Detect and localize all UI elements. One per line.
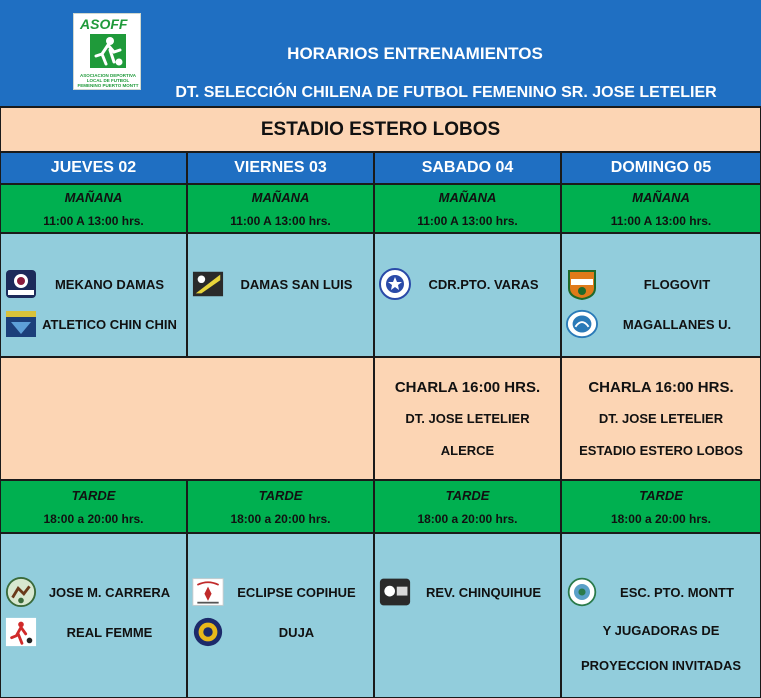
session-label: MAÑANA	[64, 189, 123, 205]
afternoon-session-sabado	[374, 480, 561, 533]
esc-pto-montt-badge-icon	[566, 576, 598, 608]
session-time: 11:00 A 13:00 hrs.	[230, 213, 331, 228]
team-name: REAL FEMME	[66, 624, 153, 640]
session-time: 18:00 a 20:00 hrs.	[417, 511, 518, 526]
team-name: ECLIPSE COPIHUE	[237, 584, 356, 600]
morning-teams-domingo	[561, 233, 761, 357]
soccer-player-icon	[88, 32, 128, 70]
morning-teams-row	[0, 233, 761, 357]
morning-session-domingo	[561, 184, 761, 233]
afternoon-session-domingo	[561, 480, 761, 533]
team-name: ESC. PTO. MONTT	[620, 584, 734, 600]
flogovit-badge-icon	[566, 268, 598, 300]
logo-subtext: ASOCIACION DEPORTIVA LOCAL DE FUTBOL FEMENINO PUERTO MONTT	[77, 73, 139, 88]
afternoon-teams-jueves	[0, 533, 187, 698]
afternoon-teams-domingo	[561, 533, 761, 698]
team-name: JOSE M. CARRERA	[48, 584, 171, 600]
session-label: TARDE	[639, 487, 683, 503]
morning-teams-sabado	[374, 233, 561, 357]
talk-speaker: DT. JOSE LETELIER	[405, 411, 530, 426]
session-time: 18:00 a 20:00 hrs.	[43, 511, 144, 526]
morning-teams-jueves	[0, 233, 187, 357]
day-jueves: JUEVES 02	[0, 152, 187, 184]
team-name: FLOGOVIT	[643, 276, 711, 292]
afternoon-teams-row	[0, 533, 761, 698]
session-time: 18:00 a 20:00 hrs.	[610, 511, 712, 526]
team-entry	[188, 612, 373, 652]
team-name: CDR.PTO. VARAS	[428, 276, 539, 292]
talk-title: CHARLA 16:00 HRS.	[588, 379, 734, 396]
san-luis-badge-icon	[192, 268, 224, 300]
talks-row	[0, 357, 761, 480]
team-entry	[1, 612, 186, 652]
morning-session-jueves	[0, 184, 187, 233]
team-entry	[1, 304, 186, 344]
team-entry	[562, 572, 760, 612]
invited-players-line1: Y JUGADORAS DE	[602, 623, 720, 638]
session-time: 11:00 A 13:00 hrs.	[43, 213, 144, 228]
session-time: 18:00 a 20:00 hrs.	[230, 511, 331, 526]
venue-title: ESTADIO ESTERO LOBOS	[0, 107, 761, 152]
morning-teams-viernes	[187, 233, 374, 357]
morning-session-viernes	[187, 184, 374, 233]
afternoon-teams-sabado	[374, 533, 561, 698]
atletico-badge-icon	[5, 308, 37, 340]
session-label: MAÑANA	[251, 189, 310, 205]
morning-session-row	[0, 184, 761, 233]
session-label: TARDE	[71, 487, 116, 503]
cdr-pto-varas-badge-icon	[379, 268, 411, 300]
morning-session-sabado	[374, 184, 561, 233]
afternoon-session-jueves	[0, 480, 187, 533]
days-row	[0, 152, 761, 184]
team-name: MEKANO DAMAS	[54, 276, 165, 292]
afternoon-session-row	[0, 480, 761, 533]
talk-sabado	[374, 357, 561, 480]
talk-title: CHARLA 16:00 HRS.	[394, 379, 541, 396]
talk-place: ALERCE	[440, 443, 495, 458]
day-viernes: VIERNES 03	[187, 152, 374, 184]
session-label: MAÑANA	[632, 189, 690, 205]
session-label: TARDE	[445, 487, 490, 503]
team-name: ATLETICO CHIN CHIN	[42, 316, 177, 332]
team-entry	[375, 572, 560, 612]
header	[0, 0, 761, 107]
team-entry	[375, 264, 560, 304]
page-subtitle: DT. SELECCIÓN CHILENA DE FUTBOL FEMENINO SR. JOSE LETELIER	[175, 84, 717, 101]
team-name: DUJA	[278, 624, 315, 640]
eclipse-copihue-badge-icon	[192, 576, 224, 608]
invited-players-line2: PROYECCION INVITADAS	[580, 658, 742, 673]
logo-text: ASOFF	[80, 16, 128, 32]
page-title: HORARIOS ENTRENAMIENTOS	[287, 44, 543, 63]
team-name: DAMAS SAN LUIS	[240, 276, 353, 292]
mekano-badge-icon	[5, 268, 37, 300]
day-sabado: SABADO 04	[374, 152, 561, 184]
session-label: MAÑANA	[438, 189, 497, 205]
team-entry	[188, 572, 373, 612]
session-label: TARDE	[258, 487, 303, 503]
chinquihue-badge-icon	[379, 576, 411, 608]
magallanes-badge-icon	[566, 308, 598, 340]
session-time: 11:00 A 13:00 hrs.	[610, 213, 712, 228]
session-time: 11:00 A 13:00 hrs.	[417, 213, 518, 228]
team-entry	[1, 264, 186, 304]
team-entry	[562, 304, 760, 344]
talk-speaker: DT. JOSE LETELIER	[598, 411, 724, 426]
duja-badge-icon	[192, 616, 224, 648]
talk-domingo	[561, 357, 761, 480]
real-femme-badge-icon	[5, 616, 37, 648]
afternoon-teams-viernes	[187, 533, 374, 698]
team-entry	[562, 264, 760, 304]
afternoon-session-viernes	[187, 480, 374, 533]
talks-empty	[0, 357, 374, 480]
asoff-logo	[73, 13, 141, 90]
team-entry	[1, 572, 186, 612]
day-domingo: DOMINGO 05	[561, 152, 761, 184]
team-name: MAGALLANES U.	[622, 316, 732, 332]
team-name: REV. CHINQUIHUE	[425, 584, 542, 600]
team-entry	[188, 264, 373, 304]
talk-place: ESTADIO ESTERO LOBOS	[579, 443, 743, 458]
jose-m-carrera-badge-icon	[5, 576, 37, 608]
